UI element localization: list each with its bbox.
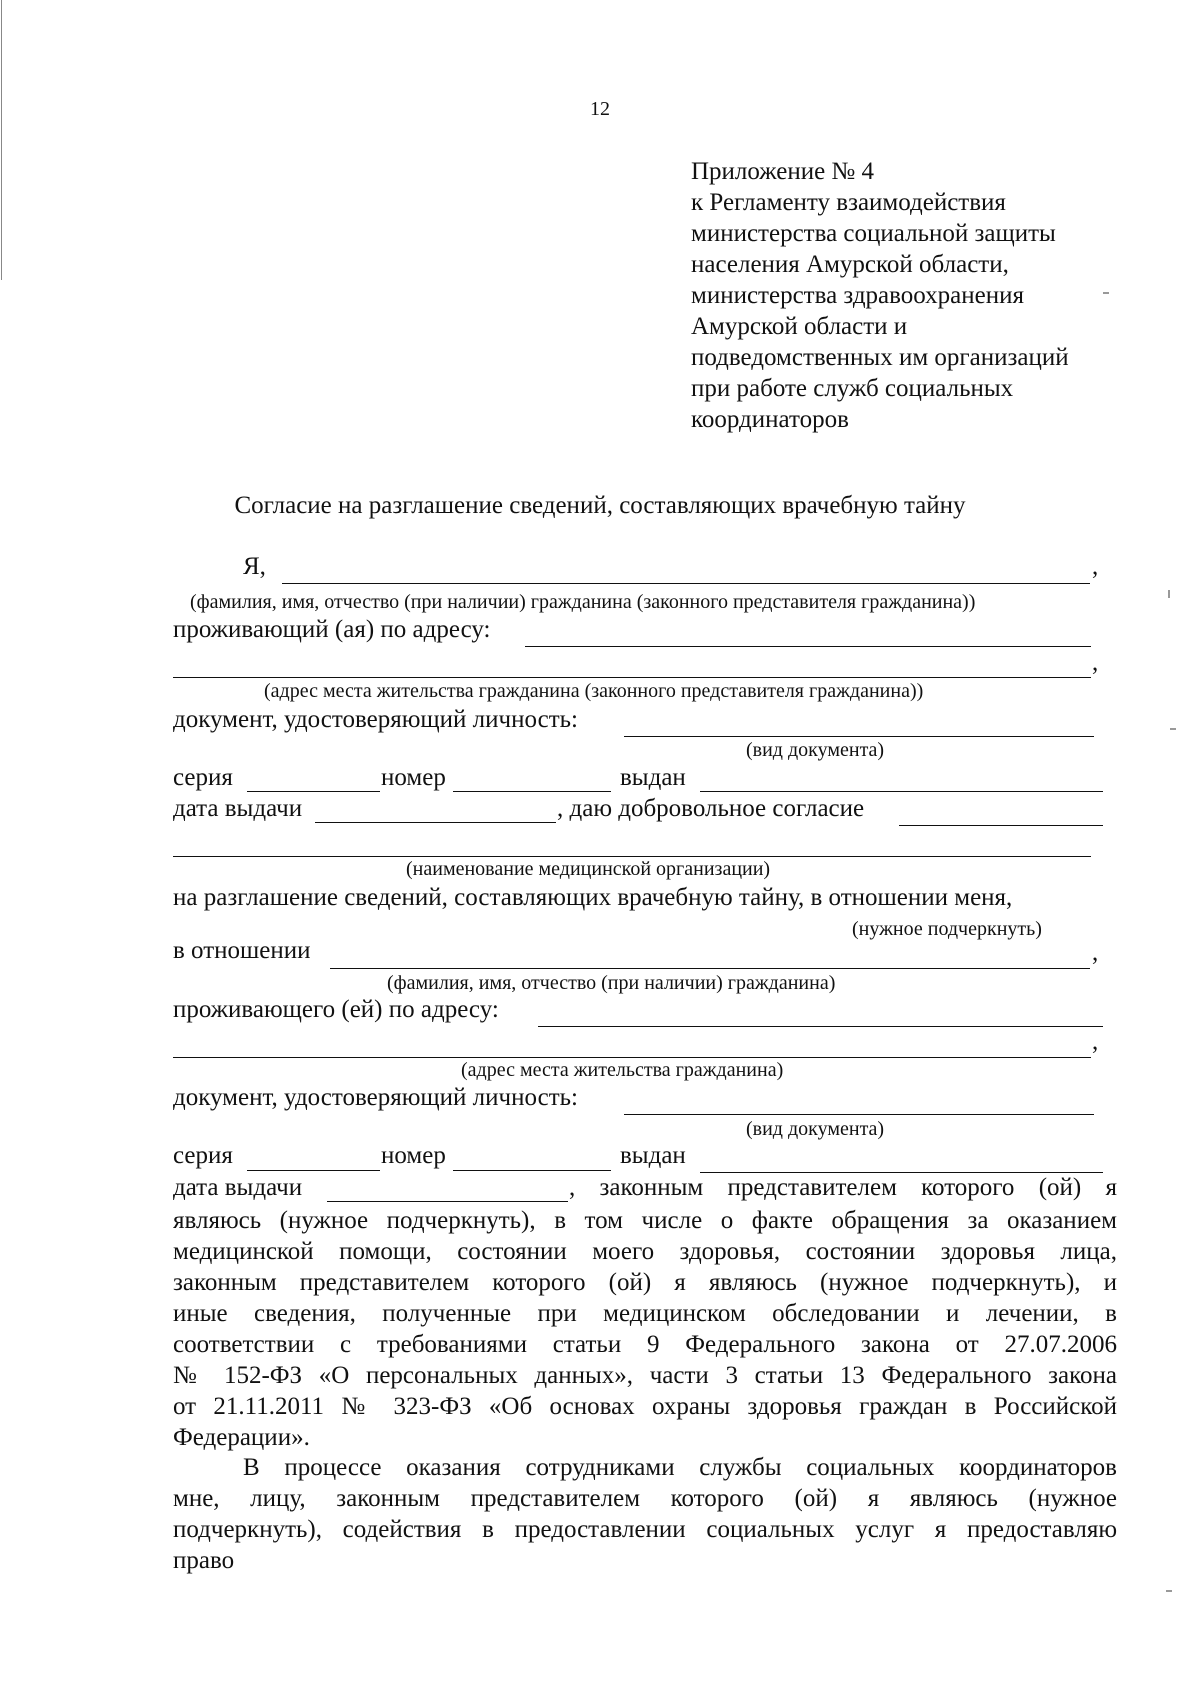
- legal-rep-tail: , законным представителем которого (ой) я: [569, 1174, 1117, 1201]
- med-org-field-1[interactable]: [899, 825, 1103, 826]
- label-living-at-2: проживающего (ей) по адресу:: [173, 996, 499, 1023]
- label-series-2: серия: [173, 1142, 233, 1169]
- paragraph-line: законным представителем которого (ой) я являюсь (нужное подчеркнуть), и: [173, 1269, 1117, 1296]
- comma: ,: [1092, 553, 1099, 580]
- paragraph-legal-basis: [173, 1205, 1117, 1453]
- appendix-header: [691, 156, 1069, 435]
- paragraph-line: Федерации».: [173, 1424, 310, 1451]
- series-field-2[interactable]: [247, 1170, 380, 1171]
- appendix-line: Амурской области и: [691, 313, 908, 340]
- series-field[interactable]: [247, 791, 380, 792]
- hint-doc-type-2: (вид документа): [746, 1118, 885, 1140]
- fio-citizen-field[interactable]: [330, 968, 1090, 969]
- label-identity-doc-2: документ, удостоверяющий личность:: [173, 1084, 578, 1111]
- paragraph-line: В процессе оказания сотрудниками службы социальных координаторов: [243, 1454, 1117, 1481]
- hint-fio-citizen: (фамилия, имя, отчество (при наличии) гражданина): [387, 972, 836, 994]
- disclosure-text: на разглашение сведений, составляющих врачебную тайну, в отношении меня,: [173, 884, 1013, 911]
- paragraph-line: являюсь (нужное подчеркнуть), в том числе о факте обращения за оказанием: [173, 1207, 1117, 1234]
- hint-med-org: (наименование медицинской организации): [406, 858, 771, 880]
- fio-rep-field[interactable]: [282, 583, 1090, 584]
- appendix-line: к Регламенту взаимодействия: [691, 189, 1006, 216]
- doc-type-field-2[interactable]: [624, 1114, 1094, 1115]
- address-rep-field-2[interactable]: [173, 677, 1091, 678]
- document-title: Согласие на разглашение сведений, составляющих врачебную тайну: [234, 492, 966, 519]
- appendix-line: координаторов: [691, 406, 849, 433]
- paragraph-line: № 152-ФЗ «О персональных данных», части 3 статьи 13 Федерального закона: [173, 1362, 1117, 1389]
- issued-by-field-2[interactable]: [700, 1172, 1103, 1173]
- hint-address: (адрес места жительства гражданина): [461, 1059, 784, 1081]
- paragraph-line: иные сведения, полученные при медицинском обследовании и лечении, в: [173, 1300, 1117, 1327]
- hint-underline: (нужное подчеркнуть): [852, 918, 1042, 940]
- appendix-line: подведомственных им организаций: [691, 344, 1069, 371]
- paragraph-social-services: [173, 1452, 1117, 1576]
- issue-date-field[interactable]: [315, 822, 556, 823]
- hint-address-rep: (адрес места жительства гражданина (законного представителя гражданина)): [264, 680, 924, 702]
- scan-smudge: [1170, 728, 1176, 730]
- label-identity-doc: документ, удостоверяющий личность:: [173, 706, 578, 733]
- label-number: номер: [381, 764, 446, 791]
- comma: ,: [1092, 939, 1099, 966]
- address-field-2[interactable]: [173, 1057, 1091, 1058]
- label-ya: Я,: [243, 553, 266, 580]
- appendix-line: министерства здравоохранения: [691, 282, 1024, 309]
- issued-by-field[interactable]: [700, 791, 1103, 792]
- paragraph-line: подчеркнуть), содействия в предоставлении социальных услуг я предоставляю: [173, 1516, 1117, 1543]
- label-issue-date-2: дата выдачи: [173, 1174, 303, 1201]
- appendix-line: министерства социальной защиты: [691, 220, 1056, 247]
- scan-smudge: [1103, 292, 1109, 294]
- paragraph-line: мне, лицу, законным представителем которого (ой) я являюсь (нужное: [173, 1485, 1117, 1512]
- paragraph-line: от 21.11.2011 № 323-ФЗ «Об основах охраны здоровья граждан в Российской: [173, 1393, 1117, 1420]
- appendix-line: Приложение № 4: [691, 158, 875, 185]
- scan-edge-line: [1, 0, 2, 280]
- label-consent: , даю добровольное согласие: [557, 795, 865, 822]
- label-issue-date: дата выдачи: [173, 795, 303, 822]
- address-field-1[interactable]: [538, 1026, 1103, 1027]
- address-rep-field-1[interactable]: [525, 646, 1091, 647]
- paragraph-line: медицинской помощи, состоянии моего здоровья, состоянии здоровья лица,: [173, 1238, 1117, 1265]
- page-number: 12: [590, 98, 610, 120]
- paragraph-line: соответствии с требованиями статьи 9 Федерального закона от 27.07.2006: [173, 1331, 1117, 1358]
- label-series: серия: [173, 764, 233, 791]
- label-regarding: в отношении: [173, 937, 311, 964]
- issue-date-field-2[interactable]: [327, 1201, 568, 1202]
- label-number-2: номер: [381, 1142, 446, 1169]
- label-issued-2: выдан: [620, 1142, 686, 1169]
- number-field[interactable]: [453, 791, 611, 792]
- hint-doc-type: (вид документа): [746, 739, 885, 761]
- doc-type-field[interactable]: [624, 736, 1094, 737]
- number-field-2[interactable]: [453, 1170, 611, 1171]
- label-issued: выдан: [620, 764, 686, 791]
- med-org-field-2[interactable]: [173, 856, 1091, 857]
- paragraph-line: право: [173, 1547, 235, 1574]
- scan-smudge: [1168, 590, 1170, 598]
- appendix-line: при работе служб социальных: [691, 375, 1014, 402]
- comma: ,: [1092, 1028, 1099, 1055]
- hint-fio-rep: (фамилия, имя, отчество (при наличии) гражданина (законного представителя гражданина)): [190, 591, 976, 613]
- appendix-line: населения Амурской области,: [691, 251, 1009, 278]
- comma: ,: [1092, 649, 1099, 676]
- scan-smudge: [1166, 1590, 1172, 1592]
- label-living-at: проживающий (ая) по адресу:: [173, 616, 491, 643]
